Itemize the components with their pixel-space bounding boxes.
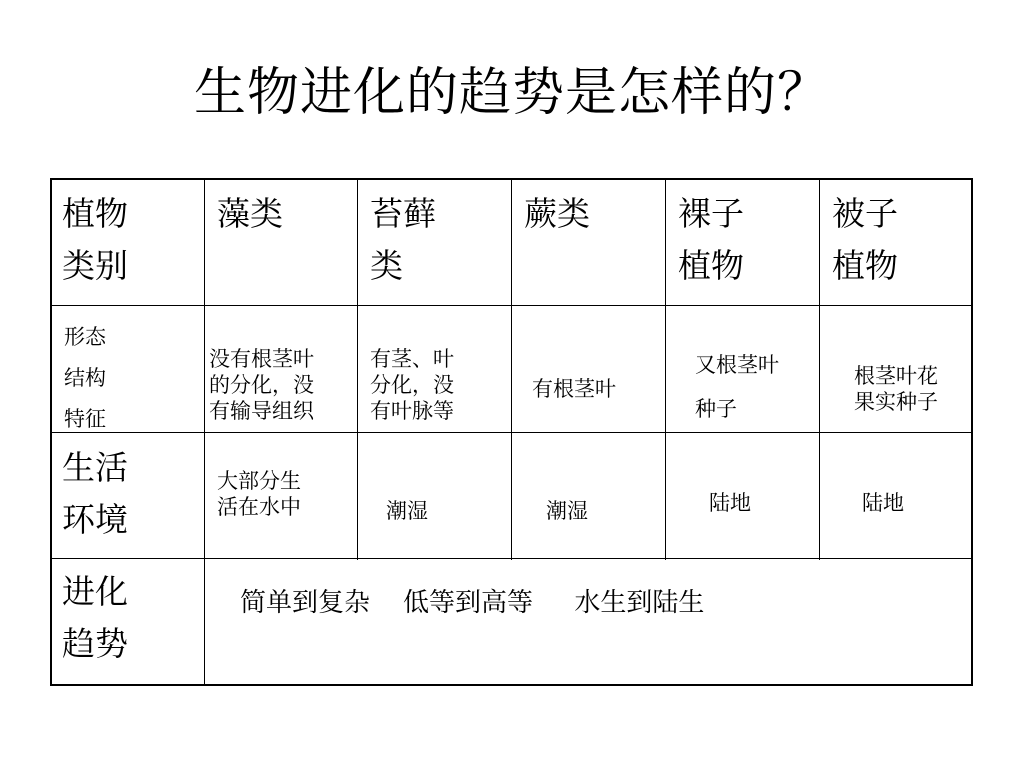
merged-trend-cell <box>205 560 971 684</box>
header-fern: 蕨类 <box>524 194 590 233</box>
header-algae: 藻类 <box>217 194 283 233</box>
header-gymnosperm: 裸子 植物 <box>678 194 744 285</box>
row-label-morphology: 形态 结构 特征 <box>64 325 106 431</box>
cell-morphology-fern: 有根茎叶 <box>532 377 616 401</box>
cell-habitat-fern: 潮湿 <box>546 499 588 523</box>
row-divider <box>52 305 971 306</box>
row-divider <box>52 558 971 559</box>
row-divider <box>52 432 971 433</box>
page-title: 生物进化的趋势是怎样的？ <box>193 63 830 123</box>
cell-trend-content: 简单到复杂 低等到高等 水生到陆生 <box>240 588 705 618</box>
cell-habitat-angiosperm: 陆地 <box>862 491 904 515</box>
cell-habitat-algae: 大部分生 活在水中 <box>217 469 301 519</box>
row-label-trend: 进化 趋势 <box>62 572 128 663</box>
cell-morphology-moss: 有茎、叶 分化，没 有叶脉等 <box>370 347 454 423</box>
cell-habitat-moss: 潮湿 <box>386 499 428 523</box>
cell-habitat-gymnosperm: 陆地 <box>709 491 751 515</box>
cell-morphology-algae: 没有根茎叶 的分化，没 有输导组织 <box>209 347 314 423</box>
header-moss: 苔藓 类 <box>370 194 436 285</box>
header-angiosperm: 被子 植物 <box>832 194 898 285</box>
plant-evolution-table <box>50 178 973 686</box>
cell-morphology-angiosperm: 根茎叶花 果实种子 <box>854 364 938 414</box>
cell-morphology-gymnosperm: 又根茎叶 种子 <box>695 353 779 421</box>
header-category: 植物 类别 <box>62 194 128 285</box>
row-label-habitat: 生活 环境 <box>62 448 128 539</box>
